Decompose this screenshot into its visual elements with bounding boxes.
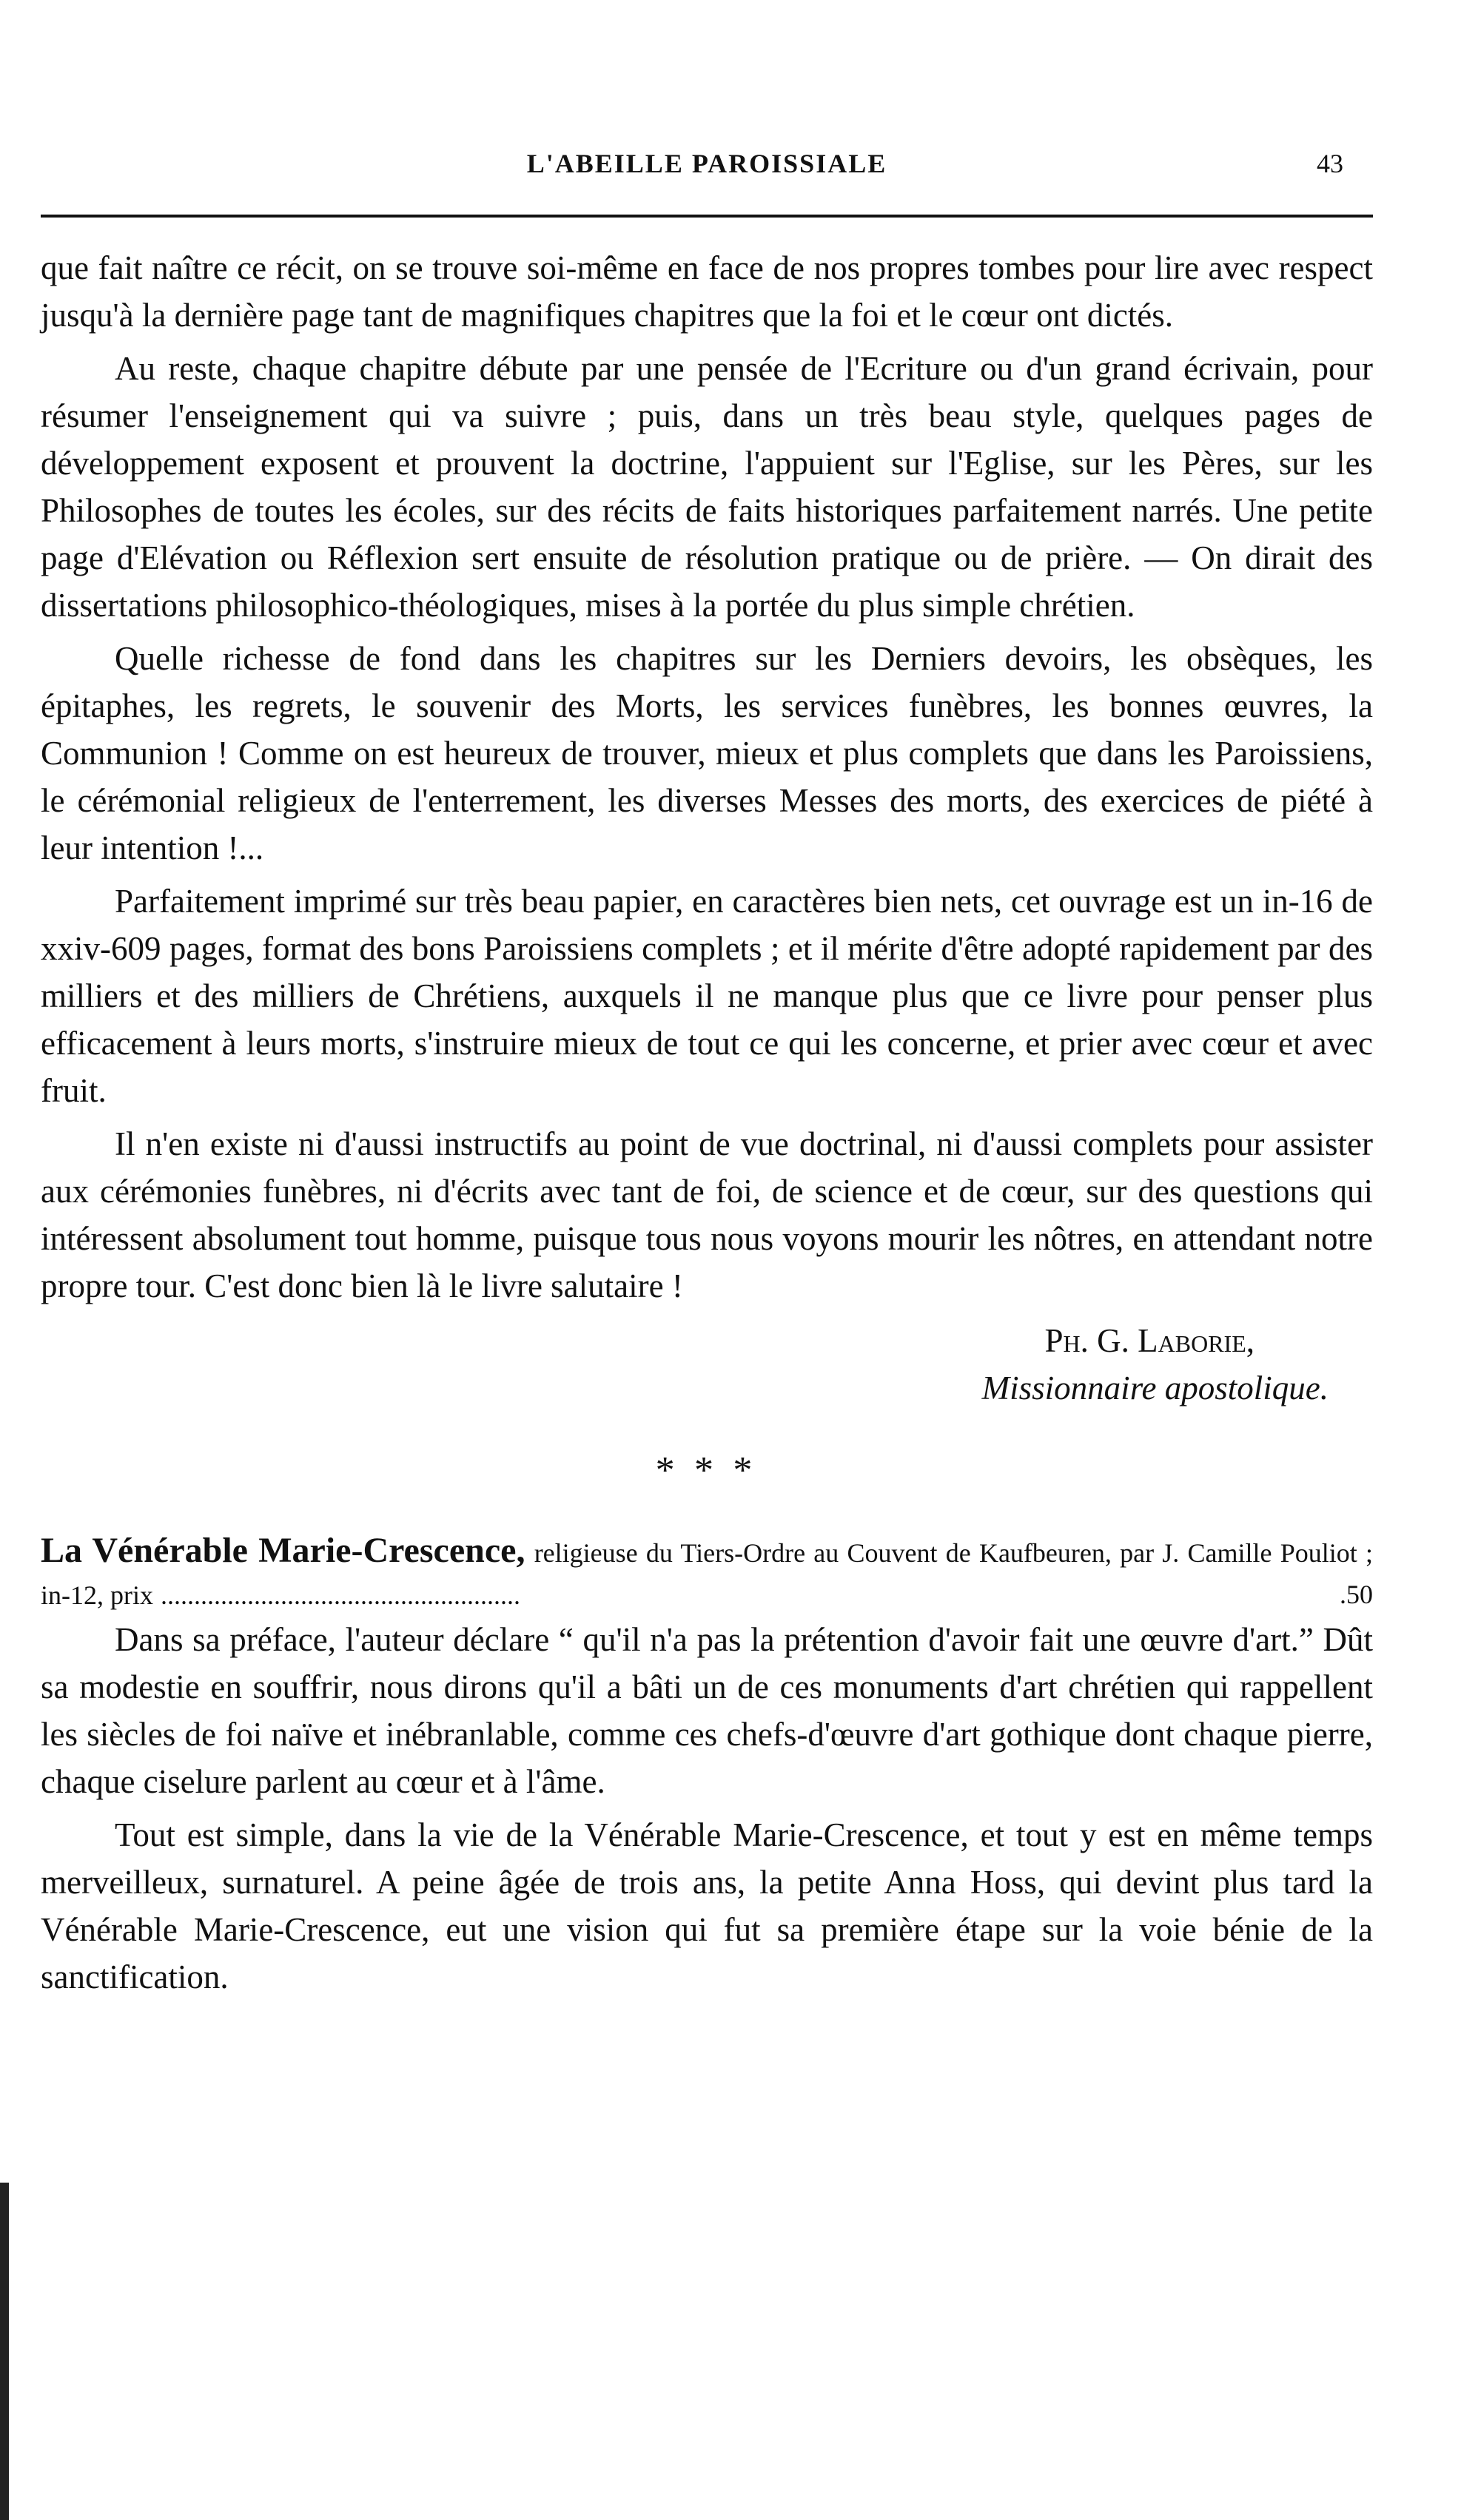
review-book-details: religieuse du Tiers-Ordre au Couvent de Kaufbeuren, par J. Camille Pouliot ; in-12, prix: [41, 1538, 1373, 1610]
signature-title: Missionnaire apostolique.: [981, 1370, 1329, 1406]
signature-name: Ph. G. Laborie,: [1044, 1322, 1255, 1359]
page-edge-shadow: [0, 2183, 9, 2520]
header-rule: [41, 215, 1373, 218]
review-paragraph: Tout est simple, dans la vie de la Vénérable Marie-Crescence, et tout y est en même temps merveilleux, surnaturel. A peine âgée de trois ans, la petite Anna Hoss, qui devint plus tard la Vénérable Marie-Crescence, eut une vision qui fut sa première étape sur la voie bénie de la sanctification.: [41, 1816, 1373, 1995]
page-header: [41, 148, 1373, 192]
section-separator-asterism: * * *: [655, 1449, 759, 1492]
page-number: 43: [1317, 149, 1343, 178]
review-heading: [41, 1530, 1373, 1616]
signature-block: [41, 1317, 1373, 1412]
paragraph: Il n'en existe ni d'aussi instructifs au point de vue doctrinal, ni d'aussi complets pour assister aux cérémonies funèbres, ni d'écrits avec tant de foi, de science et de cœur, sur des questions qui intéressent absolument tout homme, puisque tous nous voyons mourir les nôtres, en attendant notre propre tour. C'est donc bien là le livre salutaire !: [41, 1125, 1373, 1304]
paragraph: Au reste, chaque chapitre débute par une pensée de l'Ecriture ou d'un grand écrivain, pour résumer l'enseignement qui va suivre ; puis, dans un très beau style, quelques pages de développement exposent et prouvent la doctrine, l'appuient sur l'Eglise, sur les Pères, sur les Philosophes de toutes les écoles, sur des récits de faits historiques parfaitement narrés. Une petite page d'Elévation ou Réflexion sert ensuite de résolution pratique ou de prière. — On dirait des dissertations philosophico-théologiques, mises à la portée du plus simple chrétien.: [41, 350, 1373, 624]
paragraph-continuation: que fait naître ce récit, on se trouve soi-même en face de nos propres tombes pour lire avec respect jusqu'à la dernière page tant de magnifiques chapitres que la foi et le cœur ont dictés.: [41, 249, 1373, 334]
review-paragraph: Dans sa préface, l'auteur déclare “ qu'il n'a pas la prétention d'avoir fait une œuvre d'art.” Dût sa modestie en souffrir, nous dirons qu'il a bâti un de ces monuments d'art chrétien qui rappellent les siècles de foi naïve et inébranlable, comme ces chefs-d'œuvre d'art gothique dont chaque pierre, chaque ciselure parlent au cœur et à l'âme.: [41, 1621, 1373, 1800]
article-body: [41, 244, 1373, 2007]
running-head: L'ABEILLE PAROISSIALE: [526, 149, 887, 178]
price-leader: ......................................................: [160, 1580, 520, 1610]
review-book-title: La Vénérable Marie-Crescence,: [41, 1531, 525, 1570]
paragraph: Parfaitement imprimé sur très beau papier, en caractères bien nets, cet ouvrage est un in-16 de xxiv-609 pages, format des bons Paroissiens complets ; et il mérite d'être adopté rapidement par des milliers et des milliers de Chrétiens, auxquels il ne manque plus que ce livre pour penser plus efficacement à leurs morts, s'instruire mieux de tout ce qui les concerne, et prier avec cœur et avec fruit.: [41, 883, 1373, 1109]
paragraph: Quelle richesse de fond dans les chapitres sur les Derniers devoirs, les obsèques, les épitaphes, les regrets, le souvenir des Morts, les services funèbres, les bonnes œuvres, la Communion ! Comme on est heureux de trouver, mieux et plus complets que dans les Paroissiens, le cérémonial religieux de l'enterrement, les diverses Messes des morts, des exercices de piété à leur intention !...: [41, 640, 1373, 866]
review-price: .50: [1340, 1580, 1373, 1609]
